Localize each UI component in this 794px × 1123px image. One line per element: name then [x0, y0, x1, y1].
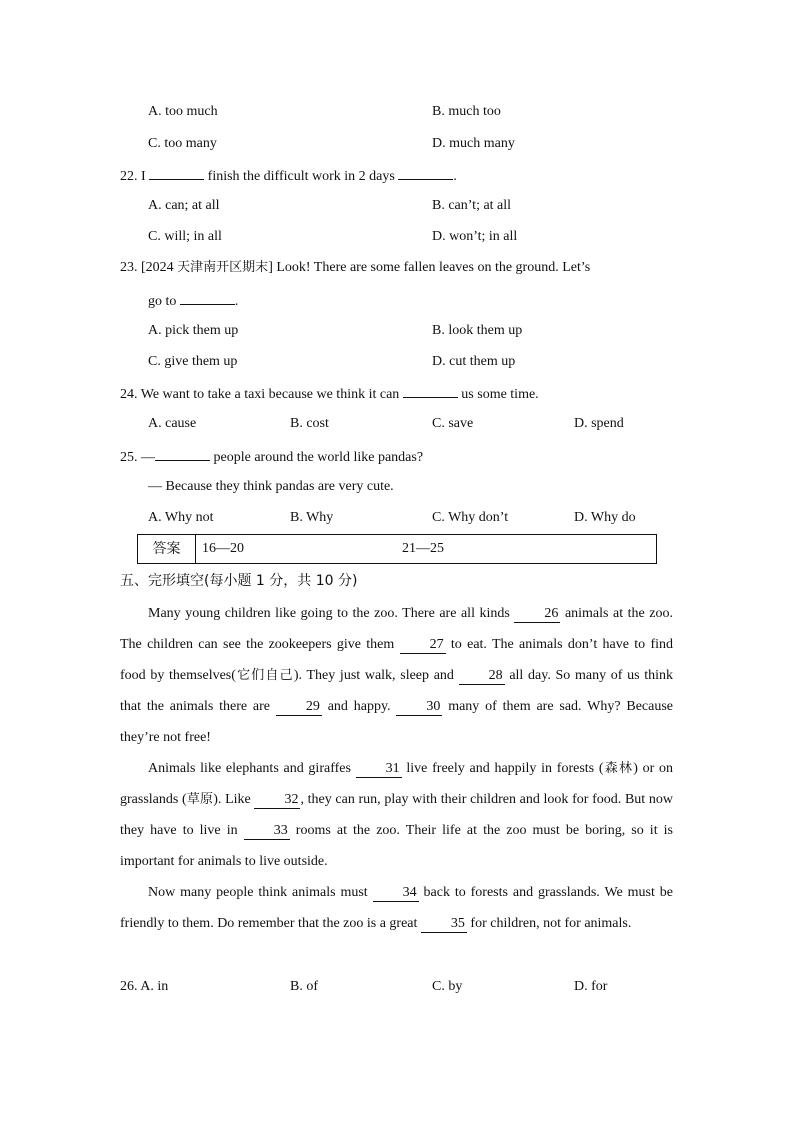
blank-32: 32 [254, 792, 300, 809]
q21-option-c: C. too many [148, 136, 217, 151]
q23-option-a: A. pick them up [148, 323, 239, 338]
q25-blank [155, 446, 210, 461]
q25-option-c: C. Why don’t [432, 510, 509, 525]
q23-option-b: B. look them up [432, 323, 523, 338]
cloze-passage [120, 598, 673, 939]
q21-option-b: B. much too [432, 104, 501, 119]
q23-stem-cont: go to . [148, 290, 238, 312]
q25-option-a: A. Why not [148, 510, 214, 525]
q26-option-c: C. by [432, 979, 463, 994]
q26-option-d: D. for [574, 979, 608, 994]
q26-option-b: B. of [290, 979, 318, 994]
blank-29: 29 [276, 699, 322, 716]
blank-30: 30 [396, 699, 442, 716]
q24-option-b: B. cost [290, 416, 329, 431]
q24-option-d: D. spend [574, 416, 624, 431]
q22-option-c: C. will; in all [148, 229, 222, 244]
blank-35: 35 [421, 916, 467, 933]
answer-box [137, 534, 657, 564]
q22-option-b: B. can’t; at all [432, 198, 512, 213]
blank-33: 33 [244, 823, 290, 840]
q23-stem: 23. [2024 天津南开区期末] Look! There are some fallen leaves on the ground. Let’s [120, 260, 591, 275]
q25-reply: — Because they think pandas are very cute. [148, 479, 394, 494]
blank-34: 34 [373, 885, 419, 902]
q22-blank-1 [149, 165, 204, 180]
q23-option-c: C. give them up [148, 354, 238, 369]
blank-26: 26 [514, 606, 560, 623]
q21-option-d: D. much many [432, 136, 515, 151]
section-title-cloze: 五、完形填空(每小题 1 分，共 10 分) [120, 573, 358, 589]
q23-blank [180, 290, 235, 305]
q26-option-a: 26. A. in [120, 979, 169, 994]
q21-option-a: A. too much [148, 104, 218, 119]
passage-paragraph-2: Animals like elephants and giraffes 31 live freely and happily in forests (森林) or on grasslands (草原). Like 32 , they can run, play with their children and look for food. But now they have to live in 33 rooms at the zoo. Their life at the zoo must be boring, so it is important for animals to live outside. [120, 761, 674, 869]
q25-stem: 25. — people around the world like pandas? [120, 446, 423, 468]
q22-stem: 22. I finish the difficult work in 2 days . [120, 165, 457, 187]
q25-option-d: D. Why do [574, 510, 636, 525]
answer-range-16-20: 16—20 [202, 541, 244, 556]
q24-option-a: A. cause [148, 416, 197, 431]
answer-label: 答案 [138, 535, 196, 563]
blank-27: 27 [400, 637, 446, 654]
passage-paragraph-3: Now many people think animals must 34 back to forests and grasslands. We must be friendly to them. Do remember that the zoo is a great 35 for children, not for animals. [120, 885, 673, 931]
q24-stem: 24. We want to take a taxi because we think it can us some time. [120, 383, 539, 405]
blank-28: 28 [459, 668, 505, 685]
q23-source: 天津南开区期末 [177, 260, 269, 275]
q24-option-c: C. save [432, 416, 474, 431]
q22-option-d: D. won’t; in all [432, 229, 518, 244]
q22-blank-2 [398, 165, 453, 180]
answer-range-21-25: 21—25 [402, 541, 444, 556]
q23-option-d: D. cut them up [432, 354, 516, 369]
q25-option-b: B. Why [290, 510, 334, 525]
blank-31: 31 [356, 761, 402, 778]
passage-paragraph-1: Many young children like going to the zoo. There are all kinds 26 animals at the zoo. The children can see the zookeepers give them 27 to eat. The animals don’t have to find food by themselves(它们自己). They just walk, sleep and 28 all day. So many of us think that the animals there are 29 and happy. 30 many of them are sad. Why? Because they’re not free! [120, 606, 674, 745]
q24-blank [403, 383, 458, 398]
q22-option-a: A. can; at all [148, 198, 220, 213]
